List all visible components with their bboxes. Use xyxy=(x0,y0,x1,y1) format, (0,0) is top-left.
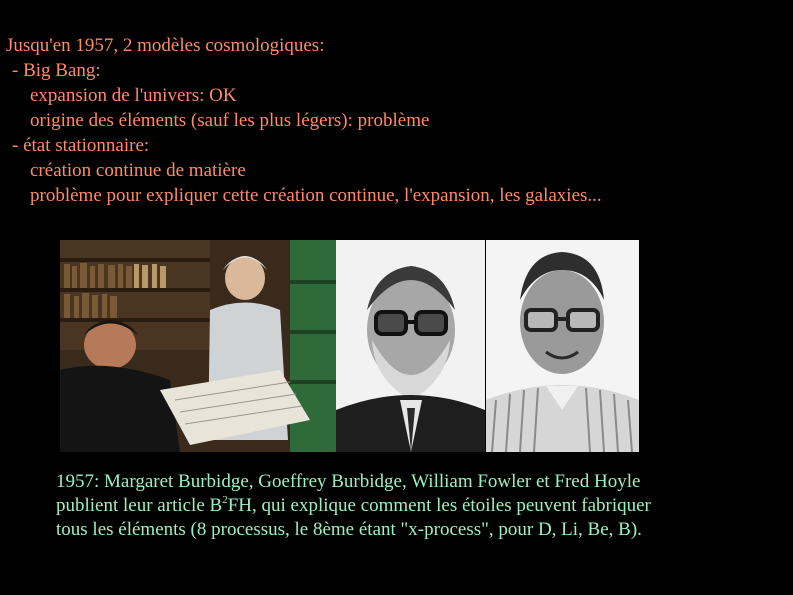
photo-burbidges xyxy=(60,240,336,452)
caption-text xyxy=(56,470,676,542)
photo-william-fowler xyxy=(336,240,485,452)
caption-superscript: 2 xyxy=(222,494,228,506)
caption-part-1: 1957: Margaret Burbidge, Goeffrey Burbidge, William Fowler et Fred Hoyle publient leur article B xyxy=(56,471,641,516)
intro-text-block xyxy=(6,33,602,208)
model-steady-state-title: - état stationnaire: xyxy=(12,135,150,156)
model-steady-state-point: problème pour expliquer cette création continue, l'expansion, les galaxies... xyxy=(30,185,602,206)
slide-heading: Jusqu'en 1957, 2 modèles cosmologiques: xyxy=(6,35,325,56)
model-big-bang-point: expansion de l'univers: OK xyxy=(30,85,237,106)
model-steady-state-point: création continue de matière xyxy=(30,160,246,181)
caption-part-2: FH, qui explique comment les étoiles peuvent fabriquer tous les éléments (8 processus, le 8ème étant "x-process", pour D, Li, Be, B). xyxy=(56,495,651,540)
model-big-bang-point: origine des éléments (sauf les plus légers): problème xyxy=(30,110,430,131)
photo-fred-hoyle xyxy=(486,240,639,452)
model-big-bang-title: - Big Bang: xyxy=(12,60,101,81)
